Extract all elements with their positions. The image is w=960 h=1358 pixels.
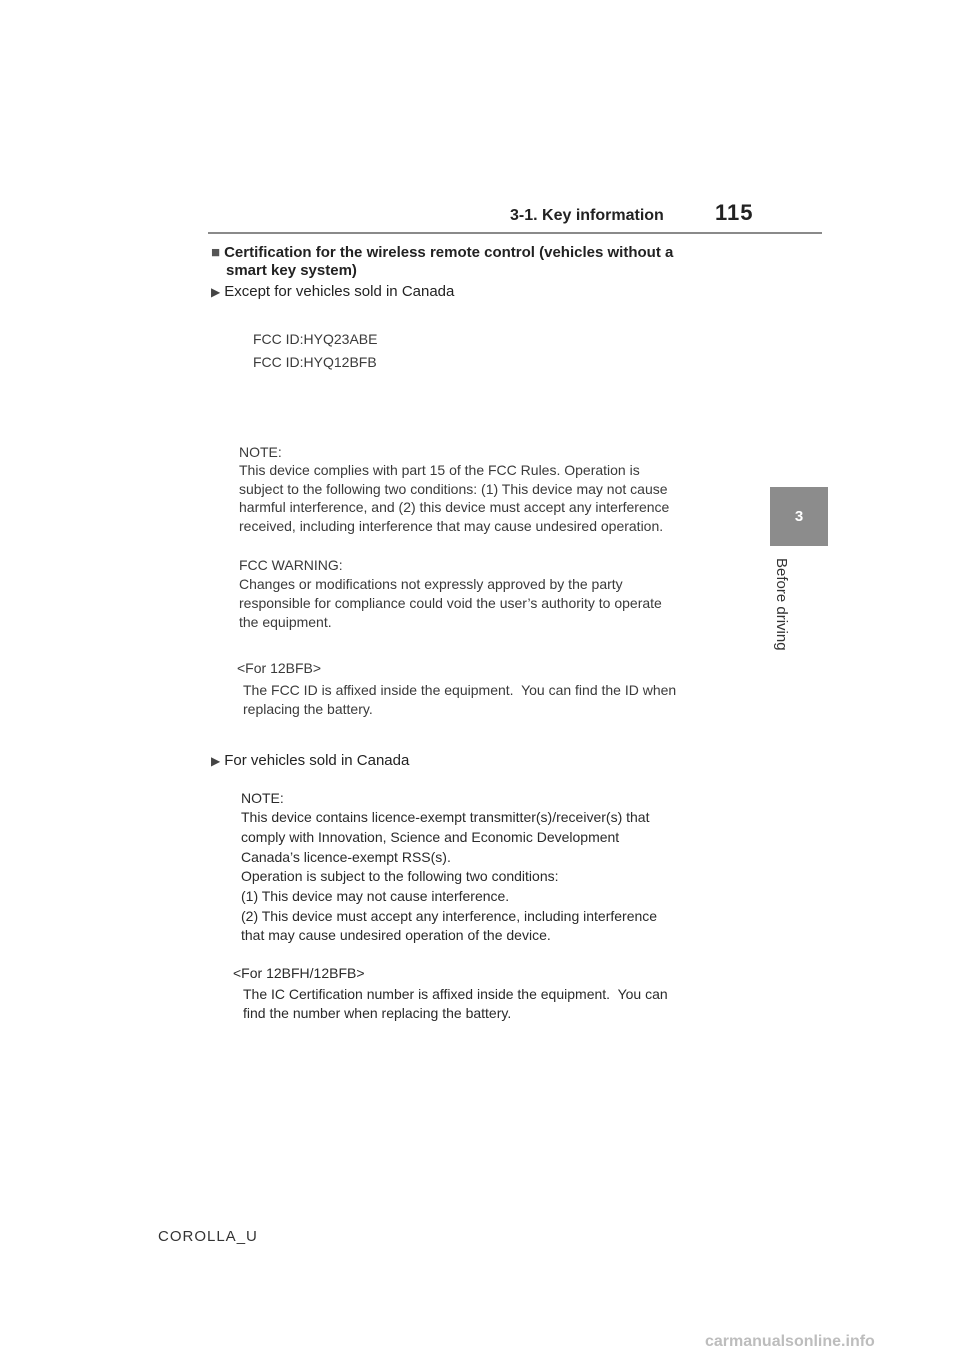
heading-line-2: smart key system) — [226, 262, 357, 279]
canada-12bfh-label: <For 12BFH/12BFB> — [233, 965, 365, 981]
fcc-12bfb-label: <For 12BFB> — [237, 660, 322, 676]
fcc-note-line-3: harmful interference, and (2) this device must accept any interference — [239, 499, 670, 515]
canada-note-line-3: Canada’s licence-exempt RSS(s). — [241, 849, 451, 865]
canada-note-line-1: This device contains licence-exempt transmitter(s)/receiver(s) that — [241, 809, 650, 825]
fcc-note-line-4: received, including interference that may cause undesired operation. — [239, 518, 664, 534]
arrow-right-icon: ▶ — [211, 285, 221, 299]
bullet-canada — [211, 752, 409, 769]
canada-note-line-5: (1) This device may not cause interference. — [241, 888, 510, 904]
arrow-right-icon: ▶ — [211, 754, 221, 768]
fcc-note-title: NOTE: — [239, 444, 282, 460]
canada-note-line-7: that may cause undesired operation of the device. — [241, 927, 551, 943]
canada-note-title: NOTE: — [241, 790, 284, 806]
header-rule — [208, 232, 822, 234]
square-marker-icon: ■ — [211, 244, 221, 261]
header-section-title: 3-1. Key information — [510, 207, 664, 224]
page-number: 115 — [715, 200, 754, 225]
fcc-id-1: FCC ID:HYQ23ABE — [253, 331, 378, 347]
fcc-note-line-1: This device complies with part 15 of the FCC Rules. Operation is — [239, 462, 640, 478]
heading-line-1: Certification for the wireless remote control (vehicles without a — [224, 244, 674, 261]
fcc-warning-line-1: Changes or modifications not expressly approved by the party — [239, 576, 623, 592]
side-tab-label — [760, 558, 800, 668]
fcc-12bfb-line-1: The FCC ID is affixed inside the equipment. You can find the ID when — [243, 682, 677, 698]
canada-12bfh-line-2: find the number when replacing the battery. — [243, 1005, 512, 1021]
fcc-note-line-2: subject to the following two conditions: (1) This device may not cause — [239, 481, 668, 497]
fcc-warning-line-2: responsible for compliance could void the user’s authority to operate — [239, 595, 662, 611]
fcc-12bfb-line-2: replacing the battery. — [243, 701, 373, 717]
canada-note-line-4: Operation is subject to the following two conditions: — [241, 868, 559, 884]
bullet-except-canada-text: Except for vehicles sold in Canada — [224, 283, 455, 300]
canada-note-line-6: (2) This device must accept any interference, including interference — [241, 908, 658, 924]
bullet-canada-text: For vehicles sold in Canada — [224, 752, 410, 769]
section-heading — [211, 244, 731, 280]
side-tab-number: 3 — [770, 487, 828, 546]
footer-model-code: COROLLA_U — [158, 1228, 258, 1245]
bullet-except-canada — [211, 283, 454, 300]
fcc-warning-line-3: the equipment. — [239, 614, 332, 630]
side-tab-label-text: Before driving — [773, 558, 790, 651]
fcc-warning-title: FCC WARNING: — [239, 557, 343, 573]
canada-12bfh-line-1: The IC Certification number is affixed inside the equipment. You can — [243, 986, 668, 1002]
watermark: carmanualsonline.info — [705, 1333, 875, 1350]
fcc-id-2: FCC ID:HYQ12BFB — [253, 354, 377, 370]
canada-note-line-2: comply with Innovation, Science and Economic Development — [241, 829, 620, 845]
